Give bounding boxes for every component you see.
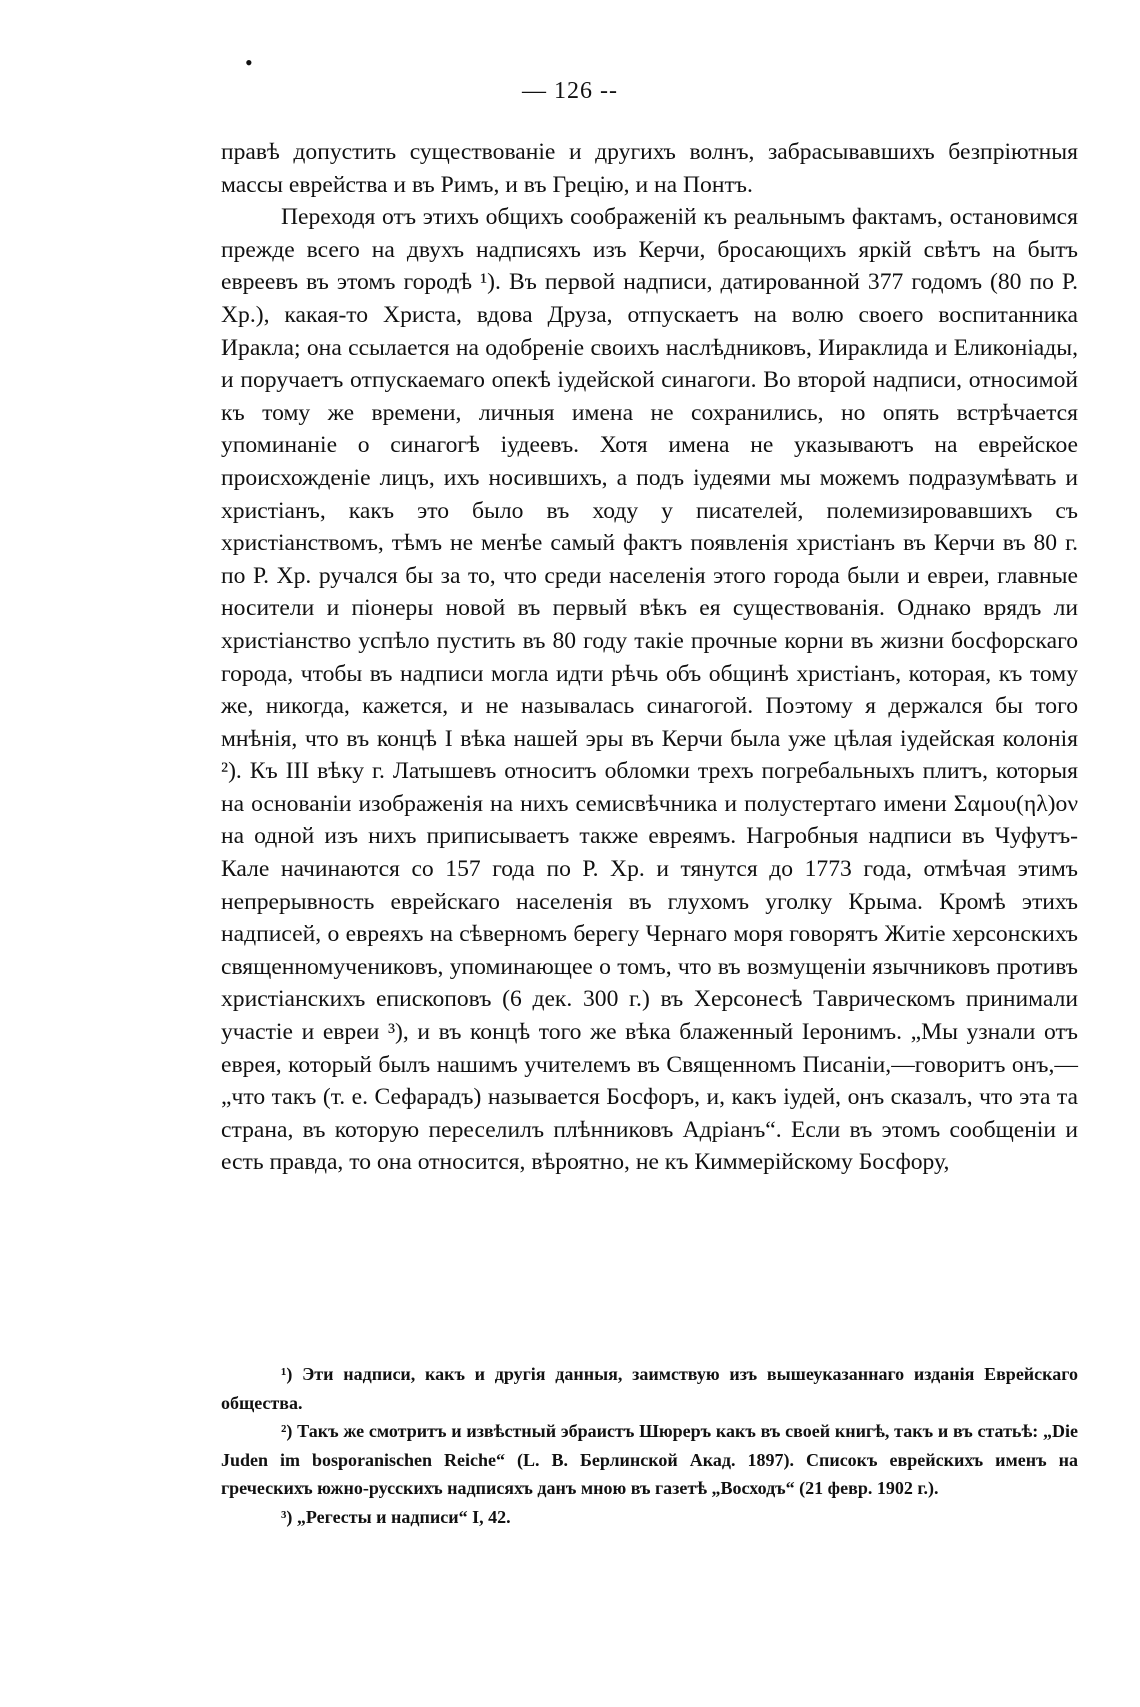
page-number: — 126 --: [522, 78, 618, 104]
stray-mark: •: [245, 50, 253, 75]
footnote-2: ²) Такъ же смотритъ и извѣстный эбраистъ Шюреръ какъ въ своей книгѣ, такъ и въ статьѣ: „Die Juden im bosporanischen Reiche“ (L. B. Берлинской Акад. 1897). Списокъ еврейскихъ именъ на греческихъ южно-русскихъ надписяхъ данъ мною въ газетѣ „Восходъ“ (21 февр. 1902 г.).: [221, 1421, 1078, 1498]
footnotes: [221, 1360, 1078, 1531]
footnote-3: ³) „Регесты и надписи“ I, 42.: [281, 1506, 511, 1527]
paragraph-1: правѣ допустить существованіе и другихъ волнъ, забрасывавшихъ безпріютныя массы еврейства и въ Римъ, и въ Грецію, и на Понтъ.: [221, 139, 1078, 198]
paragraph-2: Переходя отъ этихъ общихъ соображеній къ реальнымъ фактамъ, остановимся прежде всего на двухъ надписяхъ изъ Керчи, бросающихъ яркій свѣтъ на бытъ евреевъ въ этомъ городѣ ¹). Въ первой надписи, датированной 377 годомъ (80 по Р. Хр.), какая-то Христа, вдова Друза, отпускаетъ на волю своего воспитанника Иракла; она ссылается на одобреніе своихъ наслѣдниковъ, Иираклида и Еликоніады, и поручаетъ отпускаемаго опекѣ іудейской синагоги. Во второй надписи, относимой къ тому же времени, личныя имена не сохранились, но опять встрѣчается упоминаніе о синагогѣ іудеевъ. Хотя имена не указываютъ на еврейское происхожденіе лицъ, ихъ носившихъ, а подъ іудеями мы можемъ подразумѣвать и христіанъ, какъ это было въ ходу у писателей, полемизировавшихъ съ христіанствомъ, тѣмъ не менѣе самый фактъ появленія христіанъ въ Керчи въ 80 г. по Р. Хр. ручался бы за то, что среди населенія этого города были и евреи, главные носители и піонеры новой въ первый вѣкъ ея существованія. Однако врядъ ли христіанство успѣло пустить въ 80 году такіе прочные корни въ жизни босфорскаго города, чтобы въ надписи могла идти рѣчь объ общинѣ христіанъ, которая, къ тому же, никогда, кажется, и не называлась синагогой. Поэтому я держался бы того мнѣнія, что въ концѣ I вѣка нашей эры въ Керчи была уже цѣлая іудейская колонія ²). Къ III вѣку г. Латышевъ относитъ обломки трехъ погребальныхъ плитъ, которыя на основаніи изображенія на нихъ семисвѣчника и полустертаго имени Σαμου(ηλ)ον на одной изъ нихъ приписываетъ также евреямъ. Нагробныя надписи въ Чуфутъ-Кале начинаются со 157 года по Р. Хр. и тянутся до 1773 года, отмѣчая этимъ непрерывность еврейскаго населенія въ глухомъ уголку Крыма. Кромѣ этихъ надписей, о евреяхъ на сѣверномъ берегу Чернаго моря говорятъ Житіе херсонскихъ священномучениковъ, упоминающее о томъ, что въ возмущеніи язычниковъ противъ христіанскихъ епископовъ (6 дек. 300 г.) въ Херсонесѣ Таврическомъ принимали участіе и евреи ³), и въ концѣ того же вѣка блаженный Іеронимъ. „Мы узнали отъ еврея, который былъ нашимъ учителемъ въ Священномъ Писаніи,—говоритъ онъ,—„что такъ (т. е. Сефарадъ) называется Босфоръ, и, какъ іудей, онъ сказалъ, что эта та страна, въ которую переселилъ плѣнниковъ Адріанъ“. Если въ этомъ сообщеніи и есть правда, то она относится, вѣроятно, не къ Киммерійскому Босфору,: [221, 204, 1078, 1176]
footnote-1: ¹) Эти надписи, какъ и другія данныя, заимствую изъ вышеуказаннаго изданія Еврейскаго общества.: [221, 1364, 1078, 1413]
main-text: [221, 136, 1078, 1179]
